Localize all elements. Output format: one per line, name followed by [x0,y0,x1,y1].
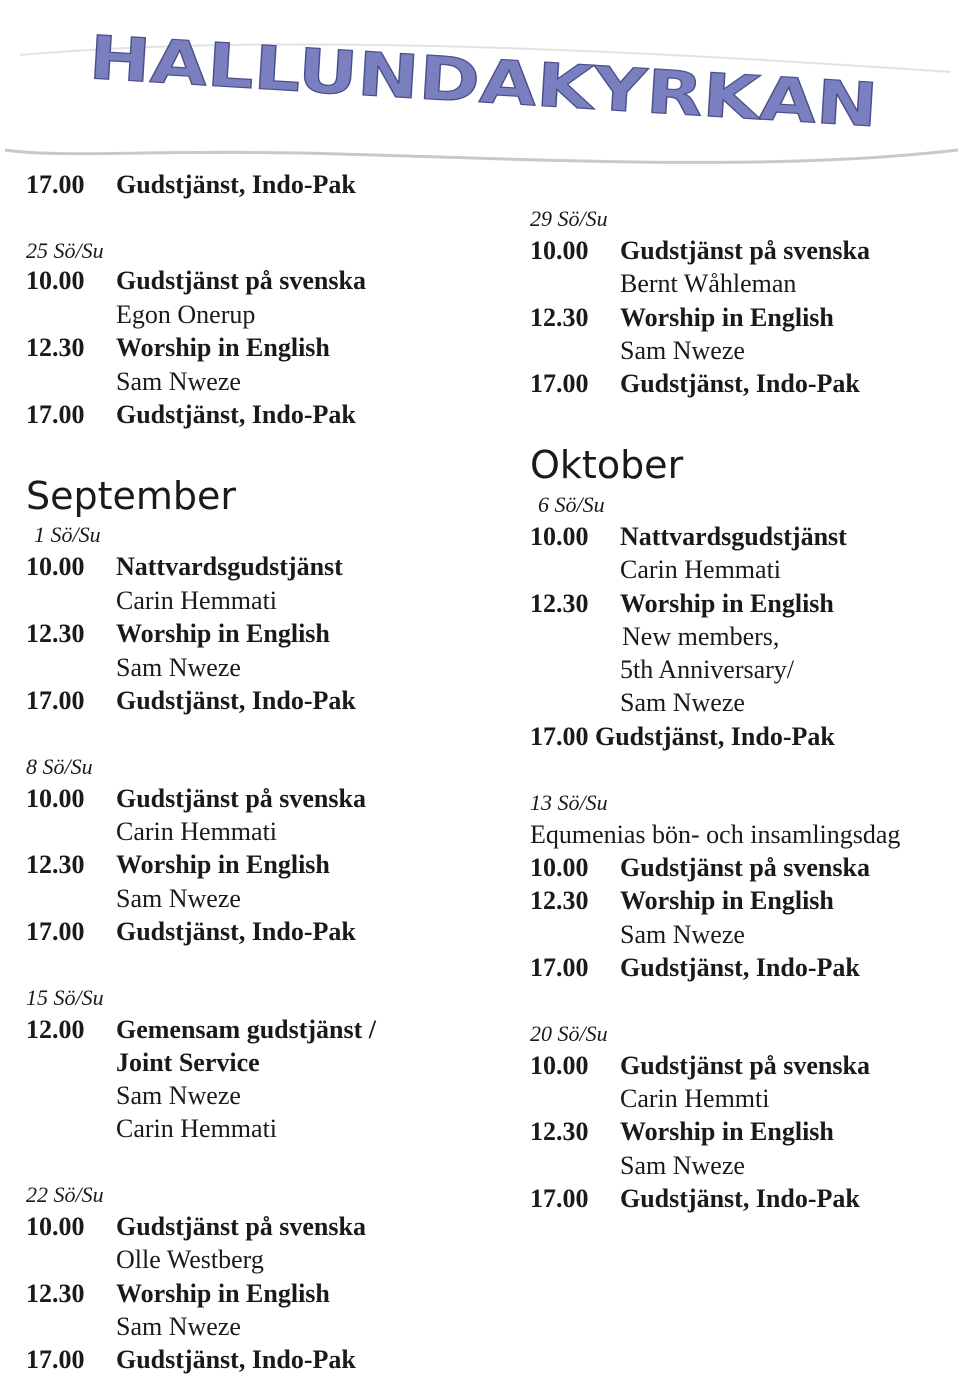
service-line: 17.00 Gudstjänst, Indo-Pak [530,722,835,751]
day-heading: 6 Sö/Su [538,492,605,517]
leader-name: Sam Nweze [116,1081,241,1110]
leader-name: Olle Westberg [116,1245,264,1274]
service-line: 10.00 Gudstjänst på svenska [530,1051,870,1080]
service-line: 12.30 Worship in English [26,333,330,362]
service-line: 12.30 Worship in English [26,619,330,648]
leader-name: Sam Nweze [620,1151,745,1180]
service-line: 12.30 Worship in English [530,886,834,915]
service-line: 10.00 Gudstjänst på svenska [26,784,366,813]
day-heading: 29 Sö/Su [530,206,608,231]
service-line: 17.00 Gudstjänst, Indo-Pak [530,369,860,398]
leader-name: Sam Nweze [620,920,745,949]
leader-name: Sam Nweze [116,1312,241,1341]
service-line: 17.00 Gudstjänst, Indo-Pak [26,686,356,715]
service-line: 17.00 Gudstjänst, Indo-Pak [26,917,356,946]
month-heading-september: September [26,474,237,518]
month-heading-oktober: Oktober [530,443,684,487]
leader-name: Sam Nweze [620,336,745,365]
leader-name: Sam Nweze [116,653,241,682]
service-line: 10.00 Gudstjänst på svenska [26,1212,366,1241]
service-line: 17.00 Gudstjänst, Indo-Pak [530,1184,860,1213]
day-heading: 1 Sö/Su [34,522,101,547]
day-heading: 15 Sö/Su [26,985,104,1010]
leader-name: Carin Hemmati [620,555,782,584]
leader-name: Egon Onerup [116,300,256,329]
service-line: 10.00 Gudstjänst på svenska [530,853,870,882]
left-column [26,0,486,1375]
day-heading: 22 Sö/Su [26,1182,104,1207]
leader-name: Carin Hemmati [116,586,278,615]
service-line: 17.00 Gudstjänst, Indo-Pak [26,170,356,199]
service-line: 12.30 Worship in English [26,1279,330,1308]
day-heading: 8 Sö/Su [26,754,93,779]
leader-name: Sam Nweze [620,688,745,717]
service-line: 17.00 Gudstjänst, Indo-Pak [26,1345,356,1374]
day-heading: 13 Sö/Su [530,790,608,815]
service-line: 10.00 Gudstjänst på svenska [530,236,870,265]
service-line: 12.30 Worship in English [530,1117,834,1146]
service-line: 17.00 Gudstjänst, Indo-Pak [530,953,860,982]
leader-name: Carin Hemmati [116,817,278,846]
service-line: 12.30 Worship in English [530,589,834,618]
leader-name: Sam Nweze [116,884,241,913]
right-column [530,0,958,1375]
service-line: 12.00 Gemensam gudstjänst / [26,1015,377,1044]
leader-name: Carin Hemmti [620,1084,770,1113]
banner-title: HALLUNDAKYRKAN [87,23,736,133]
service-line: 10.00 Nattvardsgudstjänst [26,552,343,581]
service-note: 5th Anniversary/ [620,655,795,684]
day-heading: 25 Sö/Su [26,238,104,263]
day-note: Equmenias bön- och insamlingsdag [530,820,901,849]
leader-name: Bernt Wåhleman [620,269,797,298]
service-line: 10.00 Nattvardsgudstjänst [530,522,847,551]
service-note: New members, [622,622,780,651]
day-heading: 20 Sö/Su [530,1021,608,1046]
service-title-continued: Joint Service [116,1048,260,1077]
service-line: 12.30 Worship in English [530,303,834,332]
service-line: 12.30 Worship in English [26,850,330,879]
leader-name: Carin Hemmati [116,1114,278,1143]
leader-name: Sam Nweze [116,367,241,396]
service-line: 10.00 Gudstjänst på svenska [26,266,366,295]
service-line: 17.00 Gudstjänst, Indo-Pak [26,400,356,429]
